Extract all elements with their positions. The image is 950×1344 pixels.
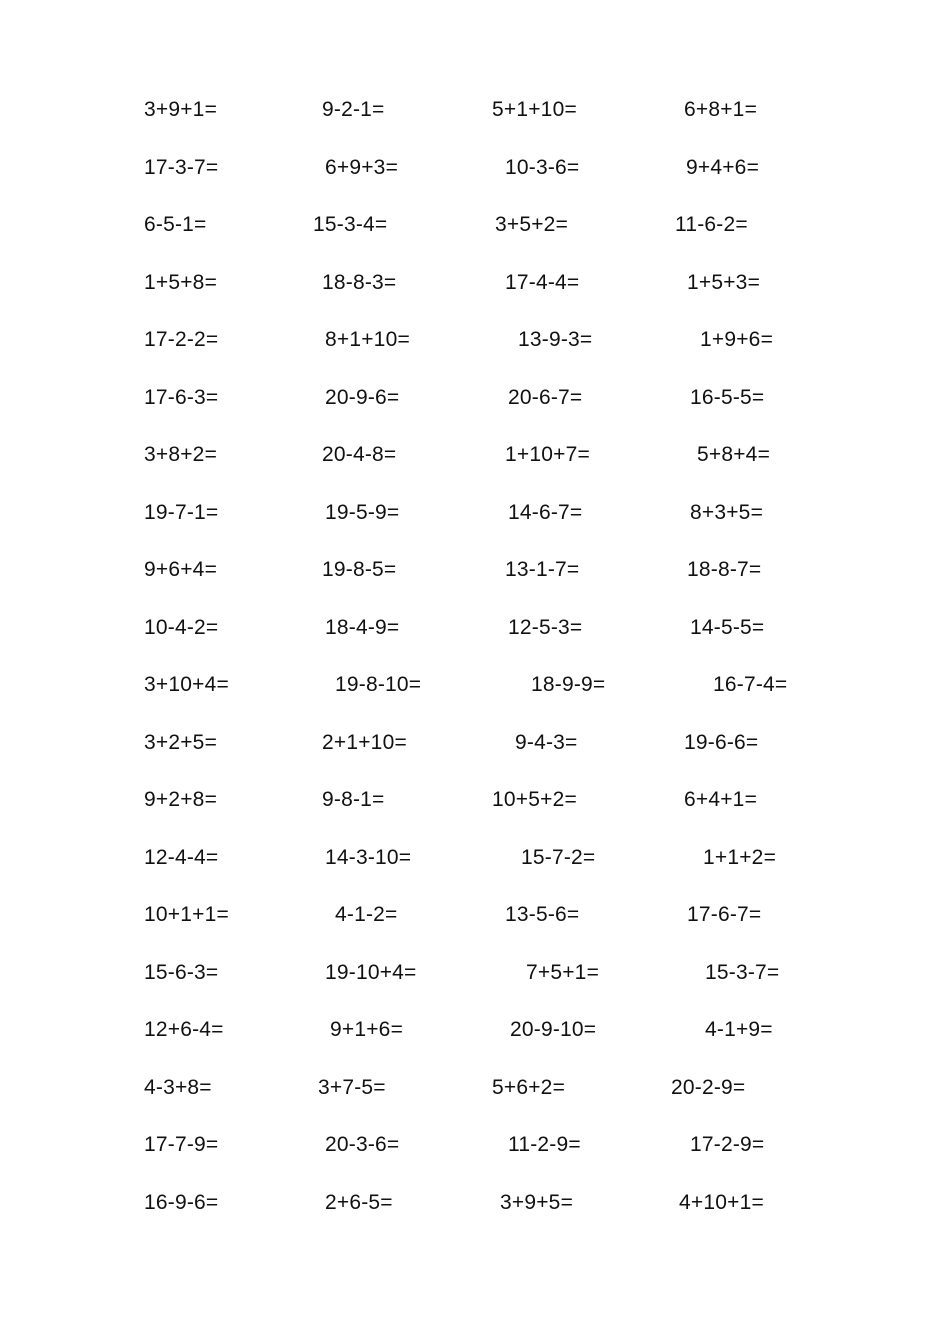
- arithmetic-problem: 1+5+8=: [144, 270, 218, 294]
- problem-row: [0, 378, 950, 418]
- arithmetic-problem: 17-4-4=: [505, 270, 580, 294]
- arithmetic-problem: 17-2-9=: [690, 1133, 765, 1156]
- arithmetic-problem: 19-6-6=: [684, 730, 759, 754]
- arithmetic-problem: 8+1+10=: [325, 328, 410, 351]
- arithmetic-problem: 6+4+1=: [684, 788, 758, 811]
- arithmetic-problem: 3+2+5=: [144, 730, 218, 754]
- arithmetic-problem: 1+5+3=: [687, 270, 761, 294]
- arithmetic-problem: 12+6-4=: [144, 1018, 224, 1041]
- arithmetic-problem: 18-8-7=: [687, 558, 762, 581]
- arithmetic-problem: 8+3+5=: [690, 500, 764, 524]
- arithmetic-problem: 5+1+10=: [492, 98, 577, 121]
- arithmetic-problem: 1+10+7=: [505, 443, 590, 466]
- arithmetic-problem: 12-4-4=: [144, 845, 219, 869]
- arithmetic-problem: 18-9-9=: [531, 673, 606, 696]
- arithmetic-problem: 1+9+6=: [700, 328, 774, 351]
- arithmetic-problem: 19-7-1=: [144, 500, 219, 524]
- arithmetic-problem: 12-5-3=: [508, 615, 583, 639]
- arithmetic-problem: 10+1+1=: [144, 903, 229, 926]
- arithmetic-problem: 20-9-10=: [510, 1018, 597, 1041]
- arithmetic-problem: 17-2-2=: [144, 328, 219, 351]
- arithmetic-problem: 20-9-6=: [325, 385, 400, 409]
- arithmetic-problem: 20-4-8=: [322, 443, 397, 466]
- arithmetic-problem: 15-7-2=: [521, 845, 596, 869]
- arithmetic-problem: 17-6-7=: [687, 903, 762, 926]
- arithmetic-problem: 6+9+3=: [325, 155, 399, 179]
- problem-row: [0, 205, 950, 245]
- arithmetic-problem: 1+1+2=: [703, 845, 777, 869]
- problem-row: [0, 1068, 950, 1108]
- arithmetic-problem: 15-6-3=: [144, 960, 219, 984]
- arithmetic-problem: 19-8-5=: [322, 558, 397, 581]
- arithmetic-problem: 3+8+2=: [144, 443, 218, 466]
- arithmetic-problem: 4+10+1=: [679, 1190, 764, 1214]
- arithmetic-problem: 6-5-1=: [144, 213, 207, 236]
- arithmetic-problem: 3+9+5=: [500, 1190, 574, 1214]
- arithmetic-problem: 13-5-6=: [505, 903, 580, 926]
- problem-row: [0, 895, 950, 935]
- arithmetic-problem: 13-9-3=: [518, 328, 593, 351]
- arithmetic-problem: 18-4-9=: [325, 615, 400, 639]
- problem-row: [0, 263, 950, 303]
- arithmetic-problem: 18-8-3=: [322, 270, 397, 294]
- arithmetic-problem: 14-6-7=: [508, 500, 583, 524]
- arithmetic-problem: 9+6+4=: [144, 558, 218, 581]
- arithmetic-problem: 5+6+2=: [492, 1075, 566, 1099]
- problem-row: [0, 550, 950, 590]
- arithmetic-problem: 20-6-7=: [508, 385, 583, 409]
- problem-row: [0, 1183, 950, 1223]
- arithmetic-problem: 9-4-3=: [515, 730, 578, 754]
- arithmetic-problem: 20-2-9=: [671, 1075, 746, 1099]
- arithmetic-problem: 9-2-1=: [322, 98, 385, 121]
- arithmetic-problem: 7+5+1=: [526, 960, 600, 984]
- arithmetic-problem: 17-3-7=: [144, 155, 219, 179]
- arithmetic-problem: 19-8-10=: [335, 673, 422, 696]
- arithmetic-problem: 10-4-2=: [144, 615, 219, 639]
- arithmetic-problem: 3+10+4=: [144, 673, 229, 696]
- arithmetic-problem: 19-10+4=: [325, 960, 417, 984]
- arithmetic-problem: 2+6-5=: [325, 1190, 393, 1214]
- problem-row: [0, 435, 950, 475]
- arithmetic-problem: 3+5+2=: [495, 213, 569, 236]
- arithmetic-problem: 16-5-5=: [690, 385, 765, 409]
- arithmetic-problem: 10+5+2=: [492, 788, 577, 811]
- arithmetic-problem: 9+4+6=: [686, 155, 760, 179]
- arithmetic-problem: 6+8+1=: [684, 98, 758, 121]
- arithmetic-problem: 19-5-9=: [325, 500, 400, 524]
- problem-row: [0, 1125, 950, 1165]
- arithmetic-problem: 14-3-10=: [325, 845, 412, 869]
- problem-row: [0, 953, 950, 993]
- arithmetic-problem: 13-1-7=: [505, 558, 580, 581]
- arithmetic-problem: 5+8+4=: [697, 443, 771, 466]
- arithmetic-problem: 17-6-3=: [144, 385, 219, 409]
- arithmetic-problem: 4-1+9=: [705, 1018, 773, 1041]
- problem-row: [0, 665, 950, 705]
- arithmetic-problem: 3+9+1=: [144, 98, 218, 121]
- arithmetic-problem: 9+1+6=: [330, 1018, 404, 1041]
- arithmetic-problem: 4-3+8=: [144, 1075, 212, 1099]
- arithmetic-problem: 16-7-4=: [713, 673, 788, 696]
- arithmetic-problem: 16-9-6=: [144, 1190, 219, 1214]
- problem-row: [0, 608, 950, 648]
- arithmetic-problem: 15-3-7=: [705, 960, 780, 984]
- arithmetic-problem: 11-6-2=: [675, 213, 748, 236]
- arithmetic-problem: 10-3-6=: [505, 155, 580, 179]
- problem-row: [0, 90, 950, 130]
- arithmetic-problem: 9+2+8=: [144, 788, 218, 811]
- arithmetic-problem: 2+1+10=: [322, 730, 407, 754]
- arithmetic-problem: 15-3-4=: [313, 213, 388, 236]
- arithmetic-problem: 9-8-1=: [322, 788, 385, 811]
- arithmetic-problem: 3+7-5=: [318, 1075, 386, 1099]
- problem-row: [0, 493, 950, 533]
- problem-row: [0, 320, 950, 360]
- problem-row: [0, 148, 950, 188]
- arithmetic-problem: 14-5-5=: [690, 615, 765, 639]
- problem-row: [0, 838, 950, 878]
- arithmetic-problem: 17-7-9=: [144, 1133, 219, 1156]
- problem-row: [0, 1010, 950, 1050]
- arithmetic-problem: 11-2-9=: [508, 1133, 581, 1156]
- problem-row: [0, 723, 950, 763]
- arithmetic-problem: 20-3-6=: [325, 1133, 400, 1156]
- problem-row: [0, 780, 950, 820]
- arithmetic-problem: 4-1-2=: [335, 903, 398, 926]
